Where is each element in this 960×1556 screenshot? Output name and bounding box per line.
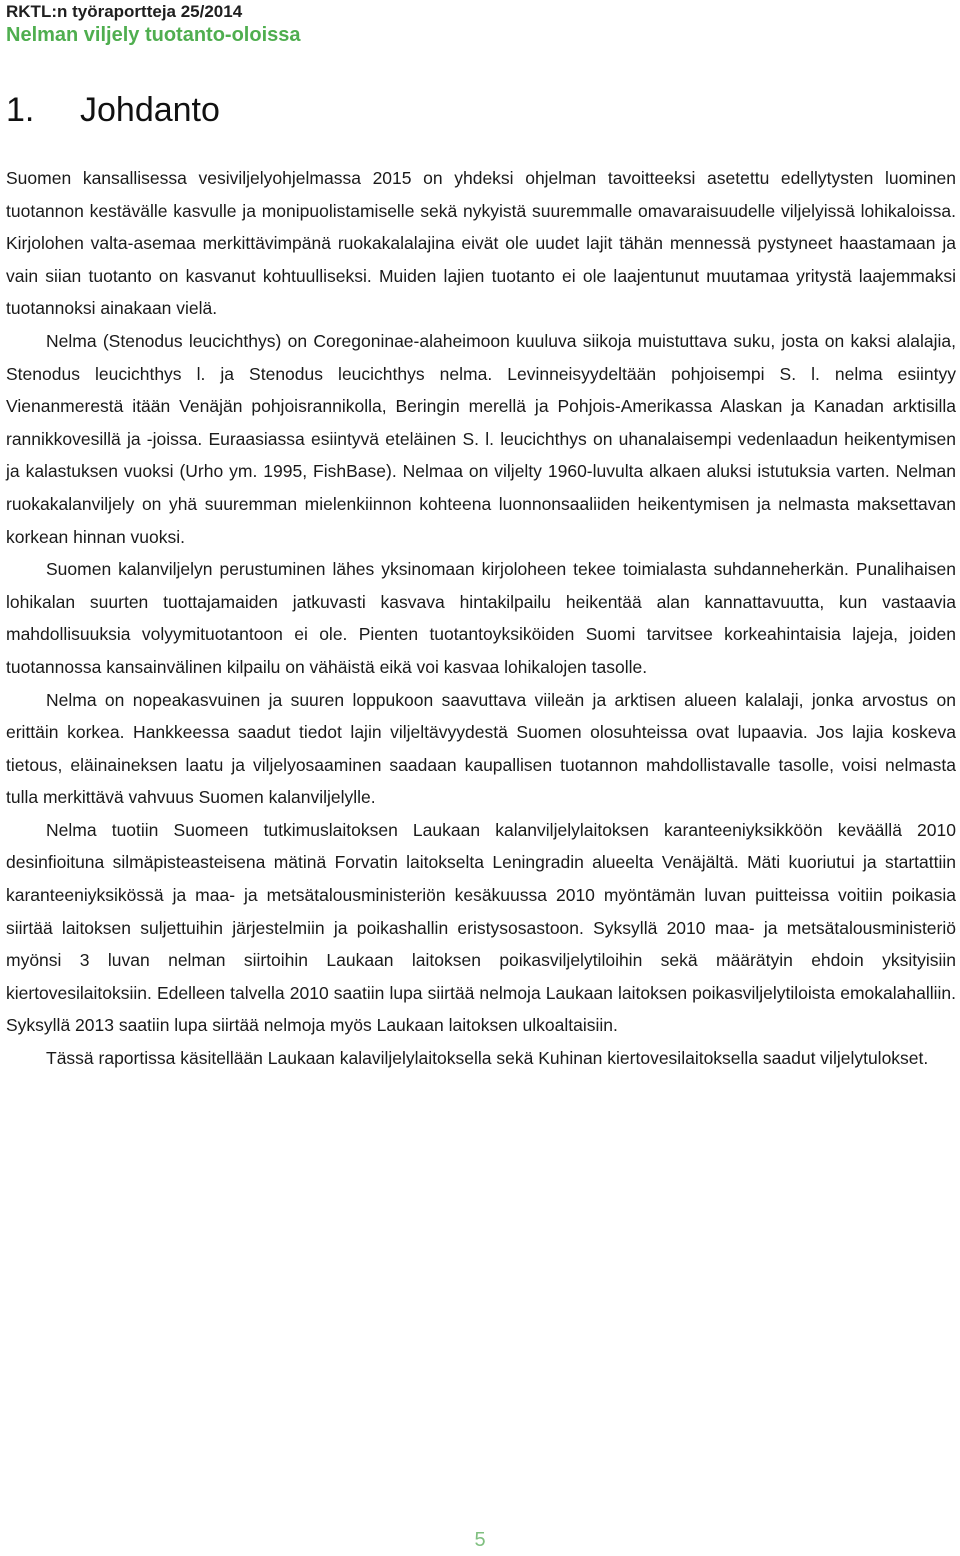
- section-number: 1.: [6, 91, 35, 129]
- paragraph-2: Nelma (Stenodus leucichthys) on Coregoninae-alaheimoon kuuluva siikoja muistuttava suku, josta on kaksi alalajia, Stenodus leucichthys l. ja Stenodus leucichthys nelma. Levinneisyydeltään pohjoisempi S. l. nelma esiintyy Vienanmerestä itään Venäjän pohjoisrannikolla, Beringin merellä ja Pohjois-Amerikassa Alaskan ja Kanadan arktisilla rannikkovesillä ja -joissa. Euraasiassa esiintyvä eteläinen S. l. leucichthys on uhanalaisempi vedenlaadun heikentymisen ja kalastuksen vuoksi (Urho ym. 1995, FishBase). Nelmaa on viljelty 1960-luvulta alkaen aluksi istutuksia varten. Nelman ruokakalanviljely on yhä suuremman mielenkiinnon kohteena luonnonsaaliiden heikentymisen ja nelmasta maksettavan korkean hinnan vuoksi.: [6, 330, 956, 547]
- body-text: [6, 162, 956, 1075]
- report-title: Nelman viljely tuotanto-oloissa: [6, 24, 301, 46]
- paragraph-6: Tässä raportissa käsitellään Laukaan kalaviljelylaitoksella sekä Kuhinan kiertovesilaitoksella saadut viljelytulokset.: [46, 1048, 929, 1069]
- paragraph-5: Nelma tuotiin Suomeen tutkimuslaitoksen Laukaan kalanviljelylaitoksen karanteeniyksikköön keväällä 2010 desinfioituna silmäpisteasteisena mätinä Forvatin laitokselta Leningradin alueelta Venäjältä. Mäti kuoriutui ja startattiin karanteeniyksikössä ja maa- ja metsätalousministeriön kesäkuussa 2010 myöntämän luvan puitteissa voitiin poikasia siirtää laitoksen suljettuihin järjestelmiin ja poikashallin eristysosastoon. Syksyllä 2010 maa- ja metsätalousministeriö myönsi 3 luvan nelman siirtoihin Laukaan laitoksen poikasviljelytiloihin sekä määrätyin ehdoin yksityisiin kiertovesilaitoksiin. Edelleen talvella 2010 saatiin lupa siirtää nelmoja Laukaan laitoksen poikasviljelytiloista emokalahalliin. Syksyllä 2013 saatiin lupa siirtää nelmoja myös Laukaan laitoksen ulkoaltaisiin.: [6, 819, 956, 1036]
- running-header: [6, 2, 946, 48]
- report-series-id: RKTL:n työraportteja 25/2014: [6, 2, 243, 21]
- page-number: 5: [474, 1529, 486, 1551]
- paragraph-3: Suomen kalanviljelyn perustuminen lähes yksinomaan kirjoloheen tekee toimialasta suhdanneherkän. Punalihaisen lohikalan suurten tuottajamaiden jatkuvasti kasvava hintakilpailu heikentää alan kannattavuutta, kun vastaavia mahdollisuuksia volyymituotantoon ei ole. Pienten tuotantoyksiköiden Suomi tarvitsee korkeahintaisia lajeja, joiden tuotannossa kansainvälinen kilpailu on vähäistä eikä voi kasvaa lohikalojen tasolle.: [6, 559, 956, 677]
- paragraph-4: Nelma on nopeakasvuinen ja suuren loppukoon saavuttava viileän ja arktisen alueen kalalaji, jonka arvostus on erittäin korkea. Hankkeessa saadut tiedot lajin viljeltävyydestä Suomen olosuhteissa ovat lupaavia. Jos lajia koskeva tietous, eläinaineksen laatu ja viljelyosaaminen saadaan kaupallisen tuotannon mahdollistavalle tasolle, voisi nelmasta tulla merkittävä vahvuus Suomen kalanviljelylle.: [6, 689, 956, 808]
- section-heading: [6, 86, 946, 134]
- section-title: Johdanto: [80, 91, 220, 129]
- paragraph-1: Suomen kansallisessa vesiviljelyohjelmassa 2015 on yhdeksi ohjelman tavoitteeksi asetettu edellytysten luominen tuotannon kestävälle kasvulle ja monipuolistamiselle sekä nykyistä suuremmalle omavaraisuudelle viljelyissä lohikaloissa. Kirjolohen valta-asemaa merkittävimpänä ruokakalalajina eivät ole uudet lajit tähän mennessä pystyneet haastamaan ja vain siian tuotanto on kasvanut kohtuulliseksi. Muiden lajien tuotanto ei ole laajentunut muutamaa yritystä laajemmaksi tuotannoksi ainakaan vielä.: [6, 168, 956, 319]
